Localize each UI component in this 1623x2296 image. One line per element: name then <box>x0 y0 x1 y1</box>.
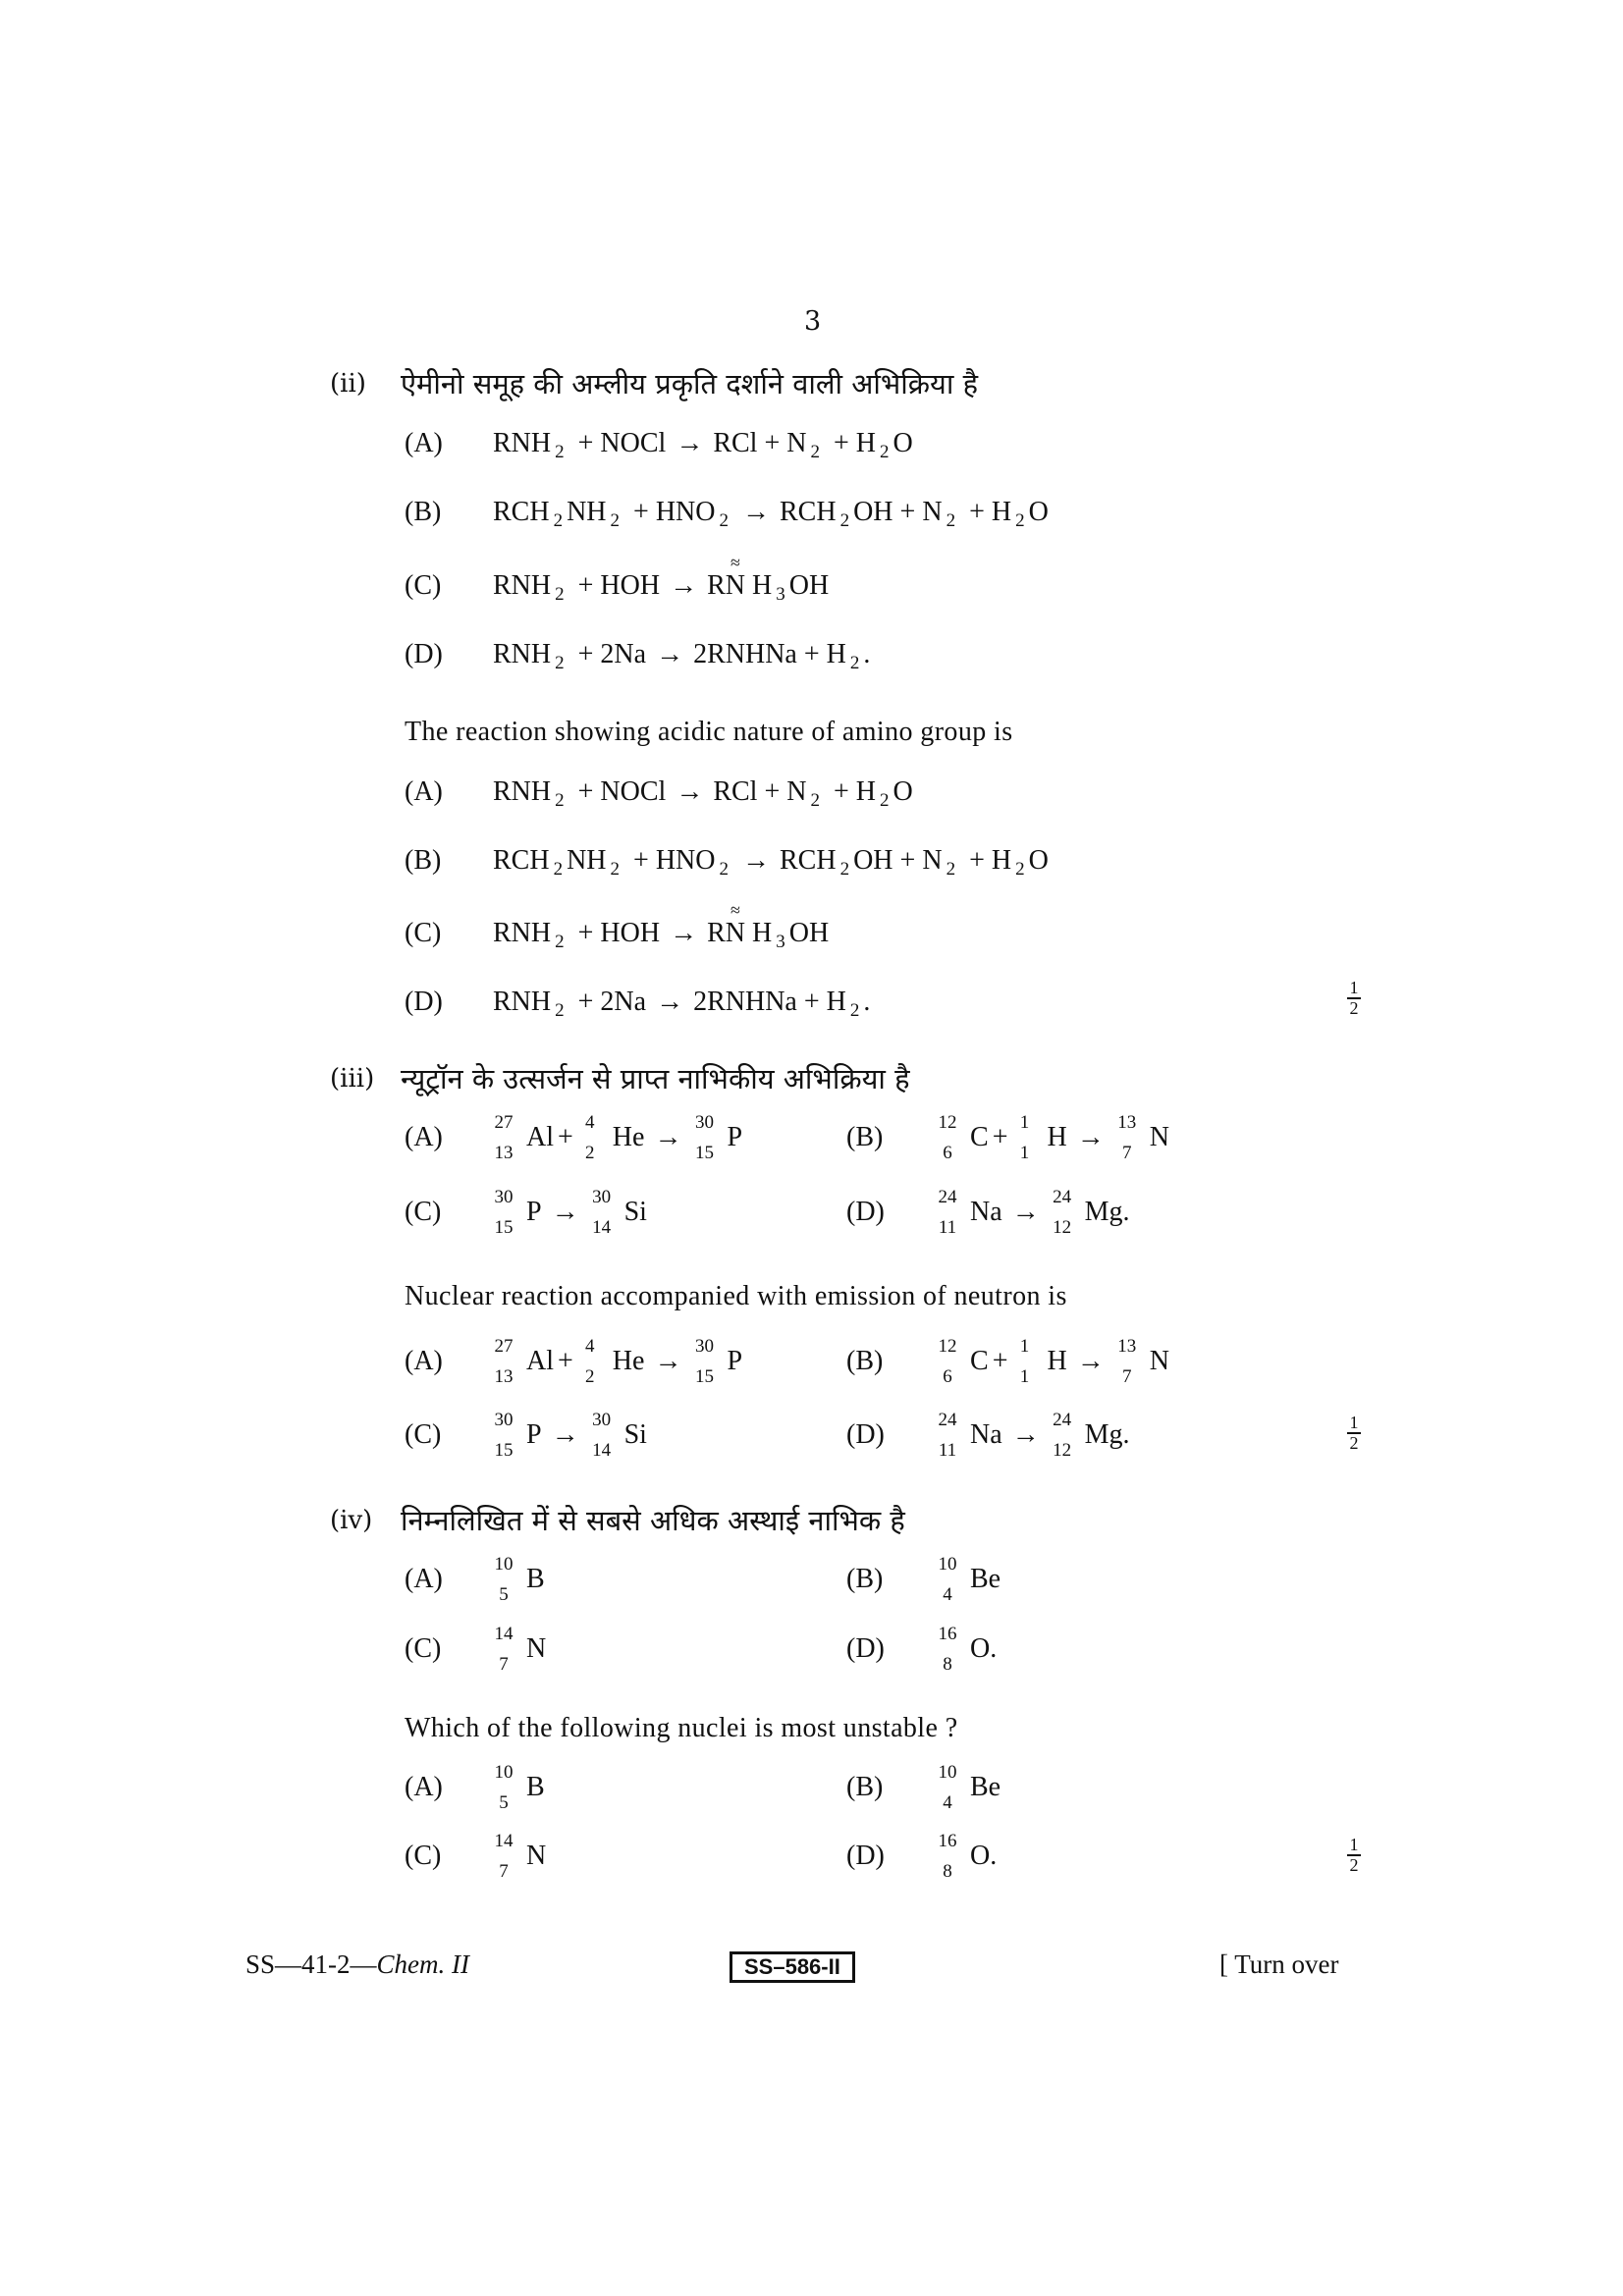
english-prompt: Which of the following nuclei is most unstable ? <box>405 1713 958 1743</box>
option-a-formula: RNH $_2$ + NOCl → RCl + N $_2$ + H $_2$ O <box>493 776 913 811</box>
option-c-formula: 30 15 P → 30 14 Si <box>494 1410 647 1461</box>
option-c-formula: 30 15 P → 30 14 Si <box>494 1187 647 1238</box>
english-prompt: Nuclear reaction accompanied with emission of neutron is <box>405 1281 1067 1311</box>
option-c-formula: RNH $_2$ + HOH → R ≈ N H $_3$ OH <box>493 900 830 952</box>
option-label-b: (B) <box>846 1564 884 1594</box>
option-b-formula: 12 6 C + 1 1 H → 13 7 N <box>938 1336 1169 1387</box>
marks-half: 1 2 <box>1347 1837 1361 1874</box>
option-a-formula: 10 5 B <box>494 1554 545 1605</box>
option-d-formula: RNH $_2$ + 2Na → 2RNHNa + H $_2$ . <box>493 987 871 1021</box>
series-code-box: SS–586-II <box>730 1951 855 1983</box>
page-number: 3 <box>804 306 822 337</box>
question-label: (ii) <box>330 369 366 399</box>
option-label-b: (B) <box>405 497 442 527</box>
option-d-formula: RNH $_2$ + 2Na → 2RNHNa + H $_2$ . <box>493 639 871 673</box>
option-a-formula: 27 13 Al + 4 2 He → 30 15 P <box>494 1112 743 1163</box>
paper-code: SS—41-2—Chem. II <box>245 1949 470 1979</box>
option-c-formula: RNH $_2$ + HOH → R ≈ N H $_3$ OH <box>493 553 830 605</box>
option-label-d: (D) <box>405 987 443 1017</box>
option-d-formula: 16 8 O. <box>938 1624 998 1675</box>
option-label-a: (A) <box>405 1772 443 1802</box>
option-label-c: (C) <box>405 1841 442 1871</box>
option-label-d: (D) <box>846 1633 885 1664</box>
option-d-formula: 24 11 Na → 24 12 Mg. <box>938 1187 1130 1238</box>
option-label-c: (C) <box>405 1419 442 1450</box>
hindi-prompt: न्यूट्रॉन के उत्सर्जन से प्राप्त नाभिकीय अभिक्रिया है <box>401 1062 910 1095</box>
hindi-prompt: निम्नलिखित में से सबसे अधिक अस्थाई नाभिक है <box>401 1504 905 1537</box>
option-label-a: (A) <box>405 428 443 458</box>
option-c-formula: 14 7 N <box>494 1831 547 1882</box>
option-d-formula: 16 8 O. <box>938 1831 998 1882</box>
option-label-c: (C) <box>405 570 442 601</box>
option-label-d: (D) <box>405 639 443 669</box>
option-a-formula: RNH $_2$ + NOCl → RCl + N $_2$ + H $_2$ O <box>493 428 913 462</box>
option-a-formula: 10 5 B <box>494 1762 545 1813</box>
option-b-formula: RCH $_2$ NH $_2$ + HNO $_2$ → RCH $_2$ OH + N $_2$ + H $_2$ O <box>493 845 1049 880</box>
option-label-d: (D) <box>846 1197 885 1227</box>
option-label-a: (A) <box>405 1564 443 1594</box>
option-b-formula: 10 4 Be <box>938 1554 1001 1605</box>
option-c-formula: 14 7 N <box>494 1624 547 1675</box>
question-label: (iv) <box>330 1506 373 1535</box>
option-label-c: (C) <box>405 1633 442 1664</box>
option-label-d: (D) <box>846 1419 885 1450</box>
option-b-formula: 10 4 Be <box>938 1762 1001 1813</box>
option-label-c: (C) <box>405 1197 442 1227</box>
option-label-d: (D) <box>846 1841 885 1871</box>
option-label-b: (B) <box>846 1772 884 1802</box>
option-b-formula: RCH $_2$ NH $_2$ + HNO $_2$ → RCH $_2$ OH + N $_2$ + H $_2$ O <box>493 497 1049 531</box>
option-d-formula: 24 11 Na → 24 12 Mg. <box>938 1410 1130 1461</box>
option-label-b: (B) <box>846 1346 884 1376</box>
option-b-formula: 12 6 C + 1 1 H → 13 7 N <box>938 1112 1169 1163</box>
option-label-b: (B) <box>846 1122 884 1152</box>
english-prompt: The reaction showing acidic nature of amino group is <box>405 717 1013 747</box>
option-a-formula: 27 13 Al + 4 2 He → 30 15 P <box>494 1336 743 1387</box>
option-label-a: (A) <box>405 1122 443 1152</box>
hindi-prompt: ऐमीनो समूह की अम्लीय प्रकृति दर्शाने वाली अभिक्रिया है <box>401 367 979 400</box>
option-label-c: (C) <box>405 918 442 948</box>
option-label-a: (A) <box>405 1346 443 1376</box>
marks-half: 1 2 <box>1347 980 1361 1017</box>
question-label: (iii) <box>330 1064 375 1094</box>
option-label-b: (B) <box>405 845 442 876</box>
marks-half: 1 2 <box>1347 1415 1361 1452</box>
option-label-a: (A) <box>405 776 443 807</box>
turn-over-note: [ Turn over <box>1219 1949 1339 1979</box>
